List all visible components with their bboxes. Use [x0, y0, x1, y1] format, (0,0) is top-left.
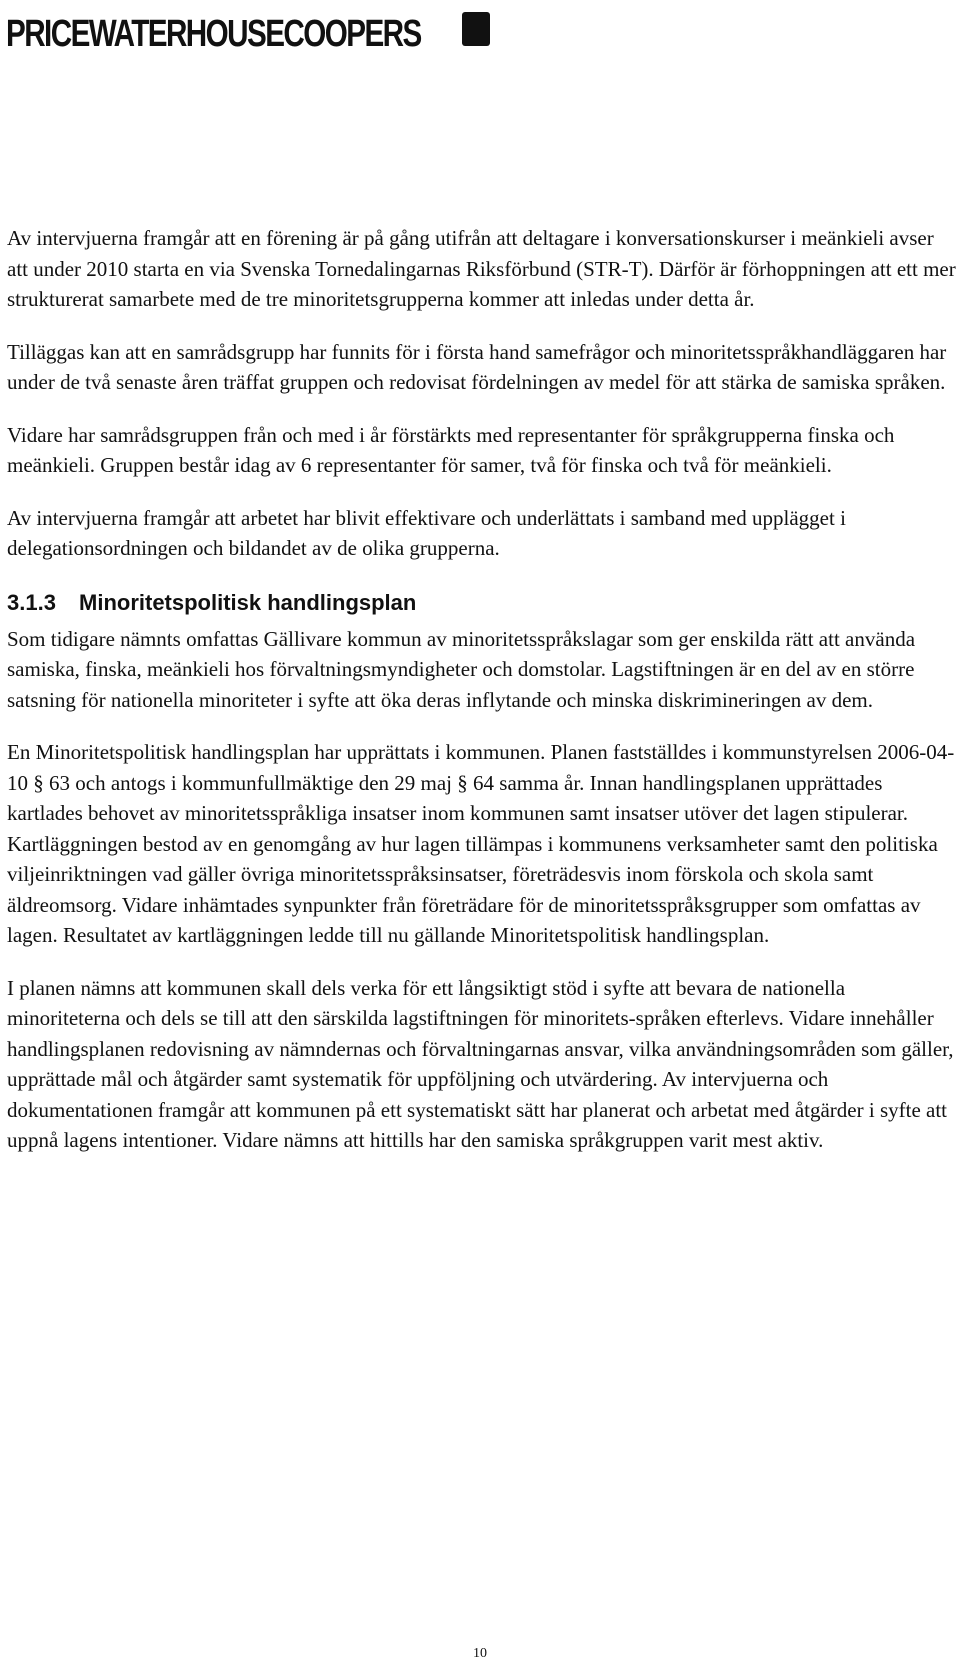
section-paragraph-1: Som tidigare nämnts omfattas Gällivare kommun av minoritetsspråkslagar som ger enskilda rätt att använda samiska, finska, meänkieli hos förvaltningsmyndigheter och domstolar. Lagstiftningen är en del av en större satsning för nationella minoriteter i syfte att öka deras inflytande och minska diskrimineringen av dem.: [7, 626, 916, 712]
paragraph-1: Av intervjuerna framgår att en förening är på gång utifrån att deltagare i konversationskurser i meänkieli avser att under 2010 starta en via Svenska Tornedalingarnas Riksförbund (STR-T). Därför är förhoppningen att ett mer strukturerat samarbete med de tre minoritetsgrupperna kommer att inledas under detta år.: [7, 226, 956, 311]
section-title: Minoritetspolitisk handlingsplan: [79, 589, 417, 615]
section-paragraph-2: En Minoritetspolitisk handlingsplan har upprättats i kommunen. Planen fastställdes i kommunstyrelsen 2006-04-10 § 63 och antogs i kommunfullmäktige den 29 maj § 64 samma år. Innan handlingsplanen upprättades kartlades behovet av minoritetsspråkliga insatser inom kommunen samt insatser utöver det lagen stipulerar. Kartläggningen bestod av en genomgång av hur lagen tillämpas i kommunens verksamheter samt den politiska viljeinriktningen vad gäller övriga minoritetsspråksinsatser, företrädesvis inom förskola och skola samt äldreomsorg. Vidare inhämtades synpunkter från företrädare för de minoritetsspråksgrupper som omfattas av lagen. Resultatet av kartläggningen ledde till nu gällande Minoritetspolitisk handlingsplan.: [7, 740, 955, 947]
logo-seal-icon: [462, 12, 490, 46]
logo-wordmark: PRICEWATERHOUSECOOPERS: [6, 12, 421, 55]
section-paragraph-3: I planen nämns att kommunen skall dels verka för ett långsiktigt stöd i syfte att bevara de nationella minoriteterna och dels se till att den särskilda lagstiftningen för minoritets-språken efterlevs. Vidare innehåller handlingsplanen redovisning av nämndernas och förvaltningarnas ansvar, vilka användningsområden som gäller, upprättade mål och åtgärder samt systematik för uppföljning och utvärdering. Av intervjuerna och dokumentationen framgår att kommunen på ett systematiskt sätt har planerat och arbetat med åtgärder i syfte att uppnå lagens intentioner. Vidare nämns att hittills har den samiska språkgruppen varit mest aktiv.: [7, 975, 954, 1152]
paragraph-4: Av intervjuerna framgår att arbetet har blivit effektivare och underlättats i samband med upplägget i delegationsordningen och bildandet av de olika grupperna.: [7, 505, 846, 560]
section-number: 3.1.3: [7, 589, 56, 615]
company-logo: [6, 6, 526, 62]
paragraph-2: Tilläggas kan att en samrådsgrupp har funnits för i första hand samefrågor och minoritetsspråkhandläggaren har under de två senaste åren träffat gruppen och redovisat fördelningen av medel för att stärka de samiska språken.: [7, 339, 947, 394]
section-heading: [7, 588, 957, 618]
document-body: [7, 223, 957, 1178]
paragraph-3: Vidare har samrådsgruppen från och med i år förstärkts med representanter för språkgrupperna finska och meänkieli. Gruppen består idag av 6 representanter för samer, två för finska och två för meänkieli.: [7, 422, 895, 477]
page-number: 10: [473, 1646, 487, 1661]
